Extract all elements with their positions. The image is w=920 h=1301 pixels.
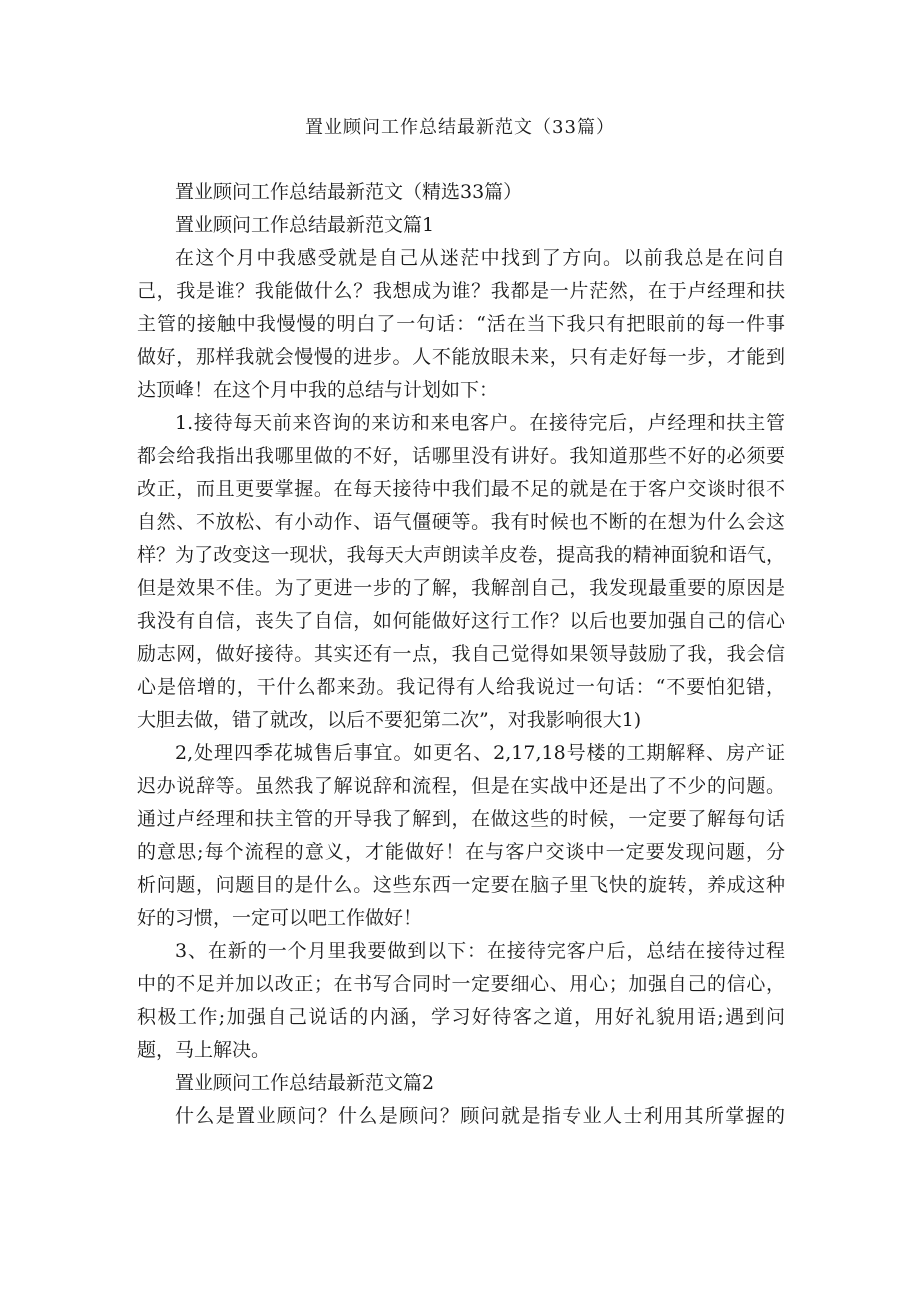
paragraph-line: 在这个月中我感受就是自己从迷茫中找到了方向。以前我总是在问自 [175,247,785,269]
paragraph-line: 励志网，做好接待。其实还有一点，我自己觉得如果领导鼓励了我，我会信 [137,643,785,665]
paragraph-line: 做好，那样我就会慢慢的进步。人不能放眼未来，只有走好每一步，才能到 [137,346,785,368]
page-title: 置业顾问工作总结最新范文（33篇） [305,117,615,138]
paragraph-1 [137,242,785,407]
paragraph-line: 的意思;每个流程的意义，才能做好！在与客户交谈中一定要发现问题，分 [137,841,785,863]
paragraph-4 [137,935,785,1067]
document-body [137,176,785,1133]
paragraph-line: 3、在新的一个月里我要做到以下：在接待完客户后，总结在接待过程 [175,940,785,962]
paragraph-line: 积极工作;加强自己说话的内涵，学习好待客之道，用好礼貌用语;遇到问 [137,1006,785,1028]
paragraph-line: 样？为了改变这一现状，我每天大声朗读羊皮卷，提高我的精神面貌和语气， [137,544,785,566]
paragraph-line: 主管的接触中我慢慢的明白了一句话：“活在当下我只有把眼前的每一件事 [137,313,785,335]
paragraph-line: 析问题，问题目的是什么。这些东西一定要在脑子里飞快的旋转，养成这种 [137,874,785,896]
paragraph-line: 都会给我指出我哪里做的不好，话哪里没有讲好。我知道那些不好的必须要 [137,445,785,467]
paragraph-line: 迟办说辞等。虽然我了解说辞和流程，但是在实战中还是出了不少的问题。 [137,775,785,797]
section-heading-1: 置业顾问工作总结最新范文篇1 [175,214,435,236]
paragraph-line: 改正，而且更要掌握。在每天接待中我们最不足的就是在于客户交谈时很不 [137,478,785,500]
paragraph-line: 大胆去做，错了就改，以后不要犯第二次”，对我影响很大1) [137,709,642,731]
paragraph-line: 心是倍增的，干什么都来劲。我记得有人给我说过一句话：“不要怕犯错， [137,676,785,698]
section-heading-2: 置业顾问工作总结最新范文篇2 [175,1072,435,1094]
paragraph-line: 2,处理四季花城售后事宜。如更名、2,17,18号楼的工期解释、房产证 [175,742,785,764]
paragraph-line: 题，马上解决。 [137,1039,271,1061]
paragraph-2 [137,407,785,737]
paragraph-line: 但是效果不佳。为了更进一步的了解，我解剖自己，我发现最重要的原因是 [137,577,785,599]
paragraph-5 [137,1100,785,1133]
paragraph-line: 通过卢经理和扶主管的开导我了解到，在做这些的时候，一定要了解每句话 [137,808,785,830]
paragraph-line: 1.接待每天前来咨询的来访和来电客户。在接待完后，卢经理和扶主管 [175,412,785,434]
paragraph-line: 己，我是谁？我能做什么？我想成为谁？我都是一片茫然，在于卢经理和扶 [137,280,785,302]
paragraph-line: 我没有自信，丧失了自信，如何能做好这行工作？以后也要加强自己的信心 [137,610,785,632]
paragraph-line: 什么是置业顾问？什么是顾问？顾问就是指专业人士利用其所掌握的 [175,1105,785,1127]
paragraph-line: 好的习惯，一定可以吧工作做好！ [137,907,423,929]
paragraph-3 [137,737,785,935]
paragraph-line: 达顶峰！在这个月中我的总结与计划如下： [137,379,499,401]
paragraph-line: 自然、不放松、有小动作、语气僵硬等。我有时候也不断的在想为什么会这 [137,511,785,533]
paragraph-line: 中的不足并加以改正；在书写合同时一定要细心、用心；加强自己的信心， [137,973,785,995]
subtitle: 置业顾问工作总结最新范文（精选33篇） [175,181,523,203]
